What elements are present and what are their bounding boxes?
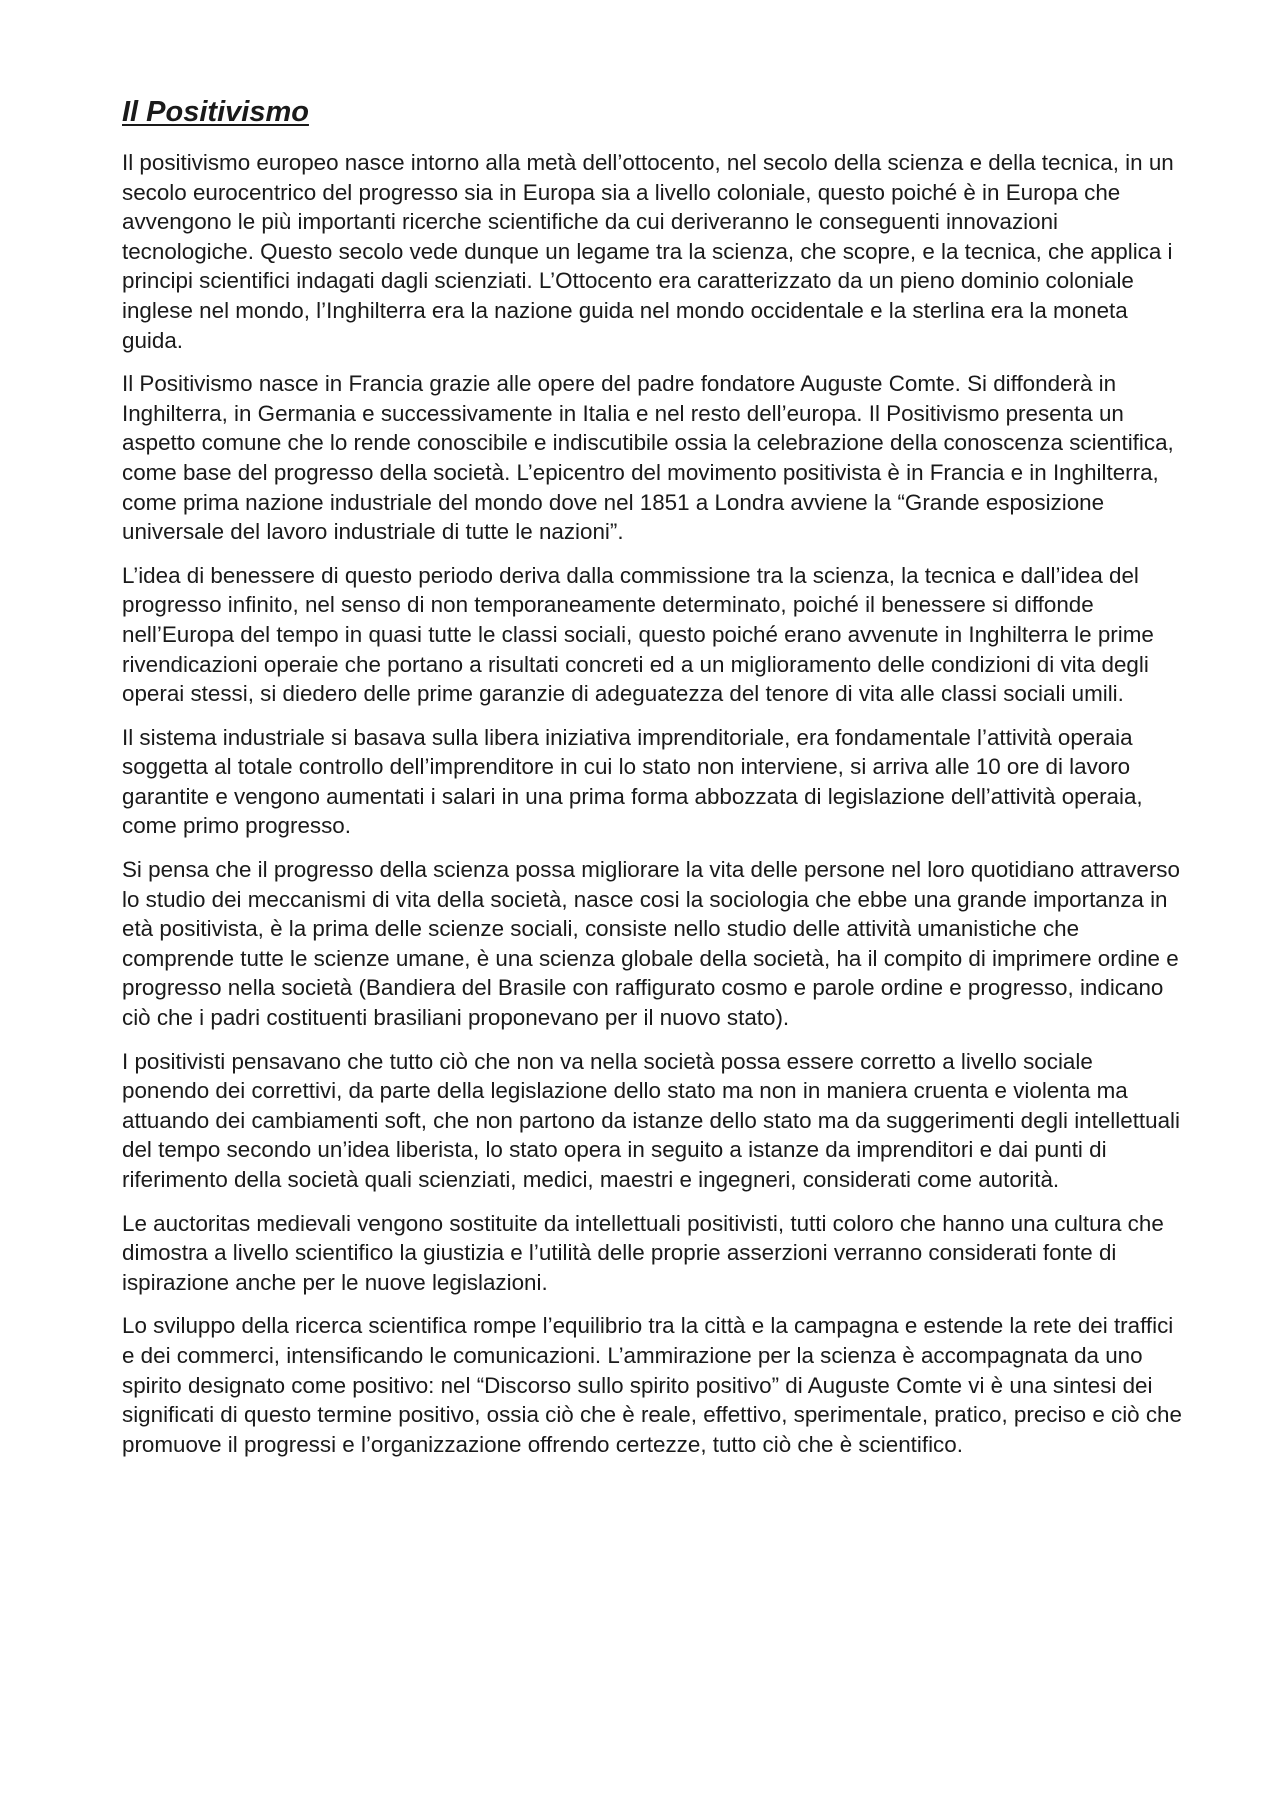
paragraph-5: Si pensa che il progresso della scienza possa migliorare la vita delle persone nel loro quotidiano attraverso lo studio dei meccanismi di vita della società, nasce cosi la sociologia che ebbe una grande importanza in età positivista, è la prima delle scienze sociali, consiste nello studio delle attività umanistiche che comprende tutte le scienze umane, è una scienza globale della società, ha il compito di imprimere ordine e progresso nella società (Bandiera del Brasile con raffigurato cosmo e parole ordine e progresso, indicano ciò che i padri costituenti brasiliani proponevano per il nuovo stato). xyxy=(122,857,1180,1031)
paragraph-8: Lo sviluppo della ricerca scientifica rompe l’equilibrio tra la città e la campagna e estende la rete dei traffici e dei commerci, intensificando le comunicazioni. L’ammirazione per la scienza è accompagnata da uno spirito designato come positivo: nel “Discorso sullo spirito positivo” di Auguste Comte vi è una sintesi dei significati di questo termine positivo, ossia ciò che è reale, effettivo, sperimentale, pratico, preciso e ciò che promuove il progressi e l’organizzazione offrendo certezze, tutto ciò che è scientifico. xyxy=(122,1313,1182,1457)
paragraph-1: Il positivismo europeo nasce intorno alla metà dell’ottocento, nel secolo della scienza e della tecnica, in un secolo eurocentrico del progresso sia in Europa sia a livello coloniale, questo poiché è in Europa che avvengono le più importanti ricerche scientifiche da cui deriveranno le conseguenti innovazioni tecnologiche. Questo secolo vede dunque un legame tra la scienza, che scopre, e la tecnica, che applica i principi scientifici indagati dagli scienziati. L’Ottocento era caratterizzato da un pieno dominio coloniale inglese nel mondo, l’Inghilterra era la nazione guida nel mondo occidentale e la sterlina era la moneta guida. xyxy=(122,150,1174,353)
page-title: Il Positivismo xyxy=(122,96,309,128)
paragraph-2: Il Positivismo nasce in Francia grazie alle opere del padre fondatore Auguste Comte. Si diffonderà in Inghilterra, in Germania e successivamente in Italia e nel resto dell’europa. Il Positivismo presenta un aspetto comune che lo rende conoscibile e indiscutibile ossia la celebrazione della conoscenza scientifica, come base del progresso della società. L’epicentro del movimento positivista è in Francia e in Inghilterra, come prima nazione industriale del mondo dove nel 1851 a Londra avviene la “Grande esposizione universale del lavoro industriale di tutte le nazioni”. xyxy=(122,371,1174,545)
paragraph-6: I positivisti pensavano che tutto ciò che non va nella società possa essere corretto a livello sociale ponendo dei correttivi, da parte della legislazione dello stato ma non in maniera cruenta e violenta ma attuando dei cambiamenti soft, che non partono da istanze dello stato ma da suggerimenti degli intellettuali del tempo secondo un’idea liberista, lo stato opera in seguito a istanze da imprenditori e dai punti di riferimento della società quali scienziati, medici, maestri e ingegneri, considerati come autorità. xyxy=(122,1048,1180,1192)
paragraph-4: Il sistema industriale si basava sulla libera iniziativa imprenditoriale, era fondamentale l’attività operaia soggetta al totale controllo dell’imprenditore in cui lo stato non interviene, si arriva alle 10 ore di lavoro garantite e vengono aumentati i salari in una prima forma abbozzata di legislazione dell’attività operaia, come primo progresso. xyxy=(122,724,1143,839)
paragraph-7: Le auctoritas medievali vengono sostituite da intellettuali positivisti, tutti coloro che hanno una cultura che dimostra a livello scientifico la giustizia e l’utilità delle proprie asserzioni verranno considerati fonte di ispirazione anche per le nuove legislazioni. xyxy=(122,1210,1164,1295)
document-page xyxy=(122,92,1182,1473)
paragraph-3: L’idea di benessere di questo periodo deriva dalla commissione tra la scienza, la tecnica e dall’idea del progresso infinito, nel senso di non temporaneamente determinato, poiché il benessere si diffonde nell’Europa del tempo in quasi tutte le classi sociali, questo poiché erano avvenute in Inghilterra le prime rivendicazioni operaie che portano a risultati concreti ed a un miglioramento delle condizioni di vita degli operai stessi, si diedero delle prime garanzie di adeguatezza del tenore di vita alle classi sociali umili. xyxy=(122,562,1154,707)
